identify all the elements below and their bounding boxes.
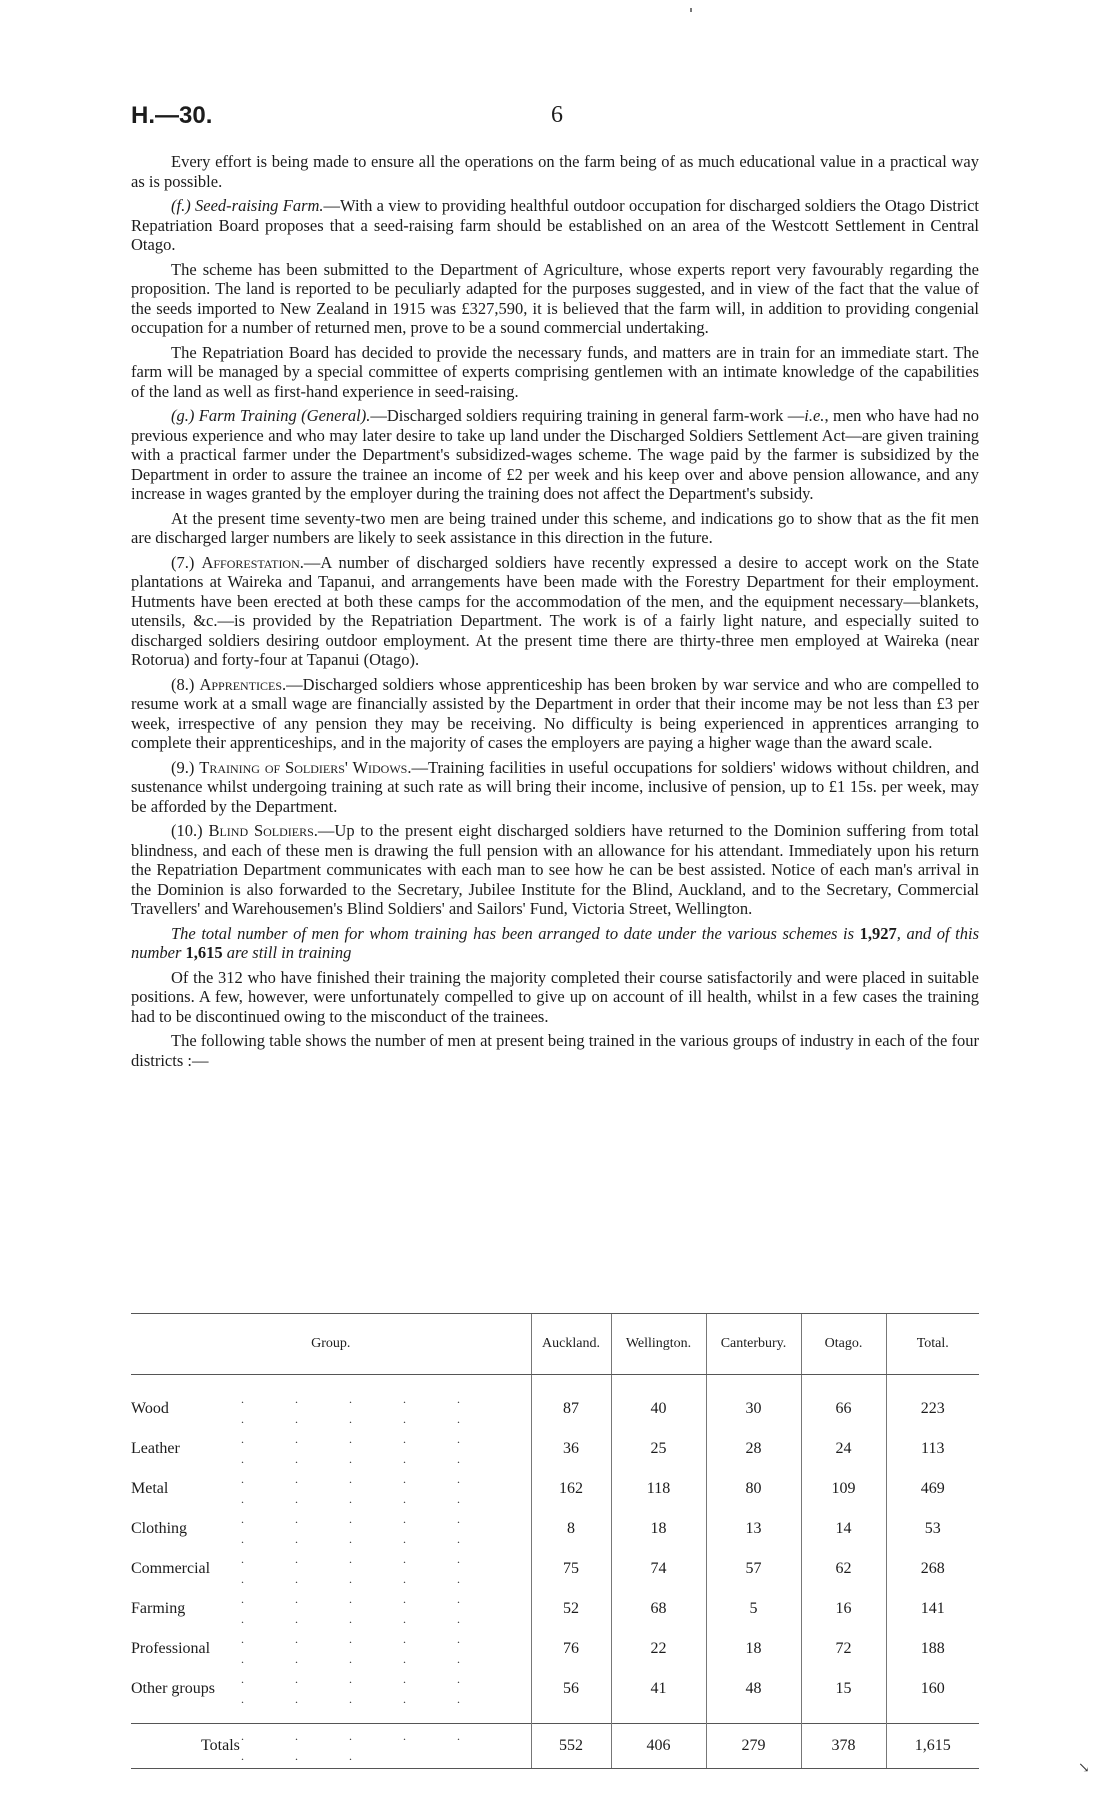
cell-auckland: 8 <box>531 1509 611 1549</box>
totals-label: Totals <box>131 1724 241 1769</box>
cell-total: 113 <box>886 1429 979 1469</box>
cell-wellington: 41 <box>611 1669 706 1709</box>
table-spacer <box>131 1709 979 1724</box>
paragraph-widows <box>131 758 979 817</box>
cell-total: 160 <box>886 1669 979 1709</box>
row-group-label: Farming <box>131 1600 186 1617</box>
cell-total: 223 <box>886 1389 979 1429</box>
paragraph-text: —A number of discharged soldiers have recently expressed a desire to accept work on the State plantations at Waireka and Tapanui, and arrangements have been made with the Forestry Department for their employment. Hutments have been erected at both these camps for the accommodation of the men, and the equipment necessary—blankets, utensils, &c.—is provided by the Repatriation Department. The work is of a fairly light nature, and especially suited to discharged soldiers desiring outdoor employment. At the present time there are thirty-three men employed at Waireka (near Rotorua) and forty-four at Tapanui (Otago). <box>131 552 980 669</box>
paragraph-text: Every effort is being made to ensure all the operations on the farm being of as much educational value in a practical way as is possible. <box>131 152 979 191</box>
cell-auckland: 52 <box>531 1589 611 1629</box>
table-spacer <box>131 1375 979 1390</box>
body-text <box>131 152 979 1075</box>
cell-otago: 15 <box>801 1669 886 1709</box>
row-group-label: Leather <box>131 1440 180 1457</box>
cell-otago: 16 <box>801 1589 886 1629</box>
cell-wellington: 18 <box>611 1509 706 1549</box>
page-header <box>131 102 981 142</box>
cell-canterbury: 18 <box>706 1629 801 1669</box>
section-heading: (g.) Farm Training (General). <box>171 406 371 425</box>
section-number: (9.) <box>171 757 200 777</box>
column-header-wellington: Wellington. <box>611 1314 706 1375</box>
table-row <box>131 1509 979 1549</box>
paragraph-text: The following table shows the number of men at present being trained in the various groups of industry in each of the four districts :— <box>131 1031 979 1070</box>
cell-wellington: 40 <box>611 1389 706 1429</box>
training-table <box>131 1313 979 1769</box>
table-row <box>131 1629 979 1669</box>
paragraph-farm-training <box>131 406 979 504</box>
cell-auckland: 76 <box>531 1629 611 1669</box>
paragraph-seed-raising <box>131 196 979 255</box>
leader-dots: . . . . . . . . . . <box>241 1672 484 1706</box>
paragraph <box>131 152 979 191</box>
cell-canterbury: 13 <box>706 1509 801 1549</box>
paragraph <box>131 968 979 1027</box>
table-totals-row <box>131 1724 979 1769</box>
cell-canterbury: 30 <box>706 1389 801 1429</box>
paragraph-text: —Discharged soldiers requiring training in general farm-work — <box>370 406 805 425</box>
totals-otago: 378 <box>801 1724 886 1769</box>
table-row <box>131 1389 979 1429</box>
training-table-container <box>131 1313 979 1769</box>
leader-dots: . . . . . . . . . . <box>241 1392 484 1426</box>
table-row <box>131 1469 979 1509</box>
row-group-label: Clothing <box>131 1520 188 1537</box>
table-body <box>131 1375 979 1724</box>
paragraph-text: Of the 312 who have finished their training the majority completed their course satisfactorily and were placed in suitable positions. A few, however, were unfortunately compelled to give up on account of ill health, whilst in a few cases the training had to be discontinued owing to the misconduct of the trainees. <box>131 967 979 1026</box>
totals-auckland: 552 <box>531 1724 611 1769</box>
cell-auckland: 87 <box>531 1389 611 1429</box>
paragraph-text: , men who have had no previous experience and who may later desire to take up land under the Discharged Soldiers Settlement Act—are given training with a practical farmer under the Department's subsidized-wages scheme. The wage paid by the farmer is subsidized by the Department in order to assure the trainee an income of £2 per week and his keep over and above pension allowance, and any increase in wages granted by the employer during the training does not affect the Department's subsidy. <box>131 406 979 503</box>
leader-dots: . . . . . . . . . . <box>241 1592 484 1626</box>
cell-auckland: 75 <box>531 1549 611 1589</box>
row-group-label: Metal <box>131 1480 169 1497</box>
cell-canterbury: 57 <box>706 1549 801 1589</box>
paragraph-total-summary <box>131 924 979 963</box>
cell-wellington: 25 <box>611 1429 706 1469</box>
column-header-group: Group. <box>131 1314 531 1375</box>
cell-total: 53 <box>886 1509 979 1549</box>
table-header-row <box>131 1314 979 1375</box>
cell-canterbury: 80 <box>706 1469 801 1509</box>
cell-total: 141 <box>886 1589 979 1629</box>
leader-dots: . . . . . . . . . . <box>241 1512 484 1546</box>
paragraph-text: , and of this number <box>131 923 979 962</box>
paragraph-afforestation <box>131 553 979 670</box>
paragraph <box>131 343 979 402</box>
table-row <box>131 1549 979 1589</box>
cell-canterbury: 28 <box>706 1429 801 1469</box>
leader-dots: . . . . . . . . . . <box>241 1472 484 1506</box>
paragraph-text: —Up to the present eight discharged soldiers have returned to the Dominion suffering from total blindness, and each of these men is drawing the full pension with an allowance for his attendant. Immediately upon his return the Repatriation Department communicates with each man to see how he can be best assisted. Notice of each man's arrival in the Dominion is also forwarded to the Secretary, Jubilee Institute for the Blind, Auckland, and to the Secretary, Commercial Travellers' and Warehousemen's Blind Soldiers' and Sailors' Fund, Victoria Street, Wellington. <box>131 821 979 918</box>
cell-otago: 24 <box>801 1429 886 1469</box>
cell-otago: 14 <box>801 1509 886 1549</box>
cell-auckland: 162 <box>531 1469 611 1509</box>
cell-otago: 72 <box>801 1629 886 1669</box>
paragraph-table-intro <box>131 1031 979 1070</box>
totals-total: 1,615 <box>886 1724 979 1769</box>
paragraph-text: —With a view to providing healthful outdoor occupation for discharged soldiers the Otago District Repatriation Board proposes that a seed-raising farm should be established on an area of the Westcott Settlement in Central Otago. <box>131 196 979 254</box>
column-header-total: Total. <box>886 1314 979 1375</box>
row-group-label: Wood <box>131 1400 169 1417</box>
cell-auckland: 56 <box>531 1669 611 1709</box>
column-header-otago: Otago. <box>801 1314 886 1375</box>
paragraph-text: The scheme has been submitted to the Department of Agriculture, whose experts report very favourably regarding the proposition. The land is reported to be peculiarly adapted for the purposes suggested, and in view of the fact that the value of the seeds imported to New Zealand in 1915 was £327,590, it is believed that the farm will, in addition to providing congenial occupation for a number of returned men, prove to be a sound commercial undertaking. <box>131 259 979 337</box>
totals-wellington: 406 <box>611 1724 706 1769</box>
table-row <box>131 1669 979 1709</box>
row-group-label: Other groups <box>131 1680 215 1697</box>
paragraph-text: The total number of men for whom training has been arranged to date under the various schemes is <box>171 923 860 943</box>
column-header-canterbury: Canterbury. <box>706 1314 801 1375</box>
section-number: (8.) <box>171 674 200 694</box>
section-number: (7.) <box>171 552 202 572</box>
cell-otago: 62 <box>801 1549 886 1589</box>
column-header-auckland: Auckland. <box>531 1314 611 1375</box>
section-heading: Training of Soldiers' Widows. <box>199 757 412 777</box>
total-in-training: 1,615 <box>185 943 223 962</box>
cell-canterbury: 48 <box>706 1669 801 1709</box>
section-heading: Blind Soldiers. <box>208 821 318 840</box>
section-heading: Apprentices. <box>199 674 287 694</box>
cell-total: 469 <box>886 1469 979 1509</box>
cell-total: 268 <box>886 1549 979 1589</box>
page-number: 6 <box>551 102 563 128</box>
section-number: (10.) <box>171 821 209 840</box>
paragraph-text: are still in training <box>222 943 352 962</box>
paragraph <box>131 260 979 338</box>
paragraph-text: —Discharged soldiers whose apprenticeship has been broken by war service and who are compelled to resume work at a small wage are financially assisted by the Department in order that their income may be not less than £3 per week, irrespective of any pension they may be receiving. No difficulty is being experienced in apprentices arranging to complete their apprenticeships, and in the majority of cases the employers are paying a higher wage than the award scale. <box>131 674 979 752</box>
total-arranged: 1,927 <box>859 923 897 943</box>
section-heading: (f.) Seed-raising Farm. <box>171 196 324 215</box>
cell-auckland: 36 <box>531 1429 611 1469</box>
paragraph-blind-soldiers <box>131 821 979 919</box>
abbreviation: i.e. <box>804 406 825 425</box>
table-row <box>131 1429 979 1469</box>
cell-otago: 66 <box>801 1389 886 1429</box>
paragraph-text: At the present time seventy-two men are being trained under this scheme, and indications go to show that as the fit men are discharged larger numbers are likely to seek assistance in this direction in the future. <box>131 508 979 547</box>
document-reference: H.—30. <box>131 102 213 129</box>
leader-dots: . . . . . . . . . . <box>241 1432 484 1466</box>
section-heading: Afforestation. <box>201 552 304 572</box>
paragraph-text: The Repatriation Board has decided to provide the necessary funds, and matters are in train for an immediate start. The farm will be managed by a special committee of experts comprising gentlemen with an intimate knowledge of the capabilities of the land as well as first-hand experience in seed-raising. <box>131 342 979 401</box>
cell-wellington: 22 <box>611 1629 706 1669</box>
totals-canterbury: 279 <box>706 1724 801 1769</box>
cell-wellington: 74 <box>611 1549 706 1589</box>
cell-otago: 109 <box>801 1469 886 1509</box>
scan-mark: ↘ <box>1078 1761 1090 1776</box>
cell-canterbury: 5 <box>706 1589 801 1629</box>
paragraph-text: —Training facilities in useful occupations for soldiers' widows without children, and sustenance whilst undergoing training at such rate as will bring their income, inclusive of pension, up to £1 15s. per week, may be afforded by the Department. <box>131 757 979 816</box>
paragraph <box>131 509 979 548</box>
row-group-label: Professional <box>131 1640 211 1657</box>
table-row <box>131 1589 979 1629</box>
row-group-label: Commercial <box>131 1560 211 1577</box>
leader-dots: . . . . . . . . . . <box>241 1632 484 1666</box>
cell-total: 188 <box>886 1629 979 1669</box>
cell-wellington: 118 <box>611 1469 706 1509</box>
leader-dots: . . . . . . . . . . <box>241 1552 484 1586</box>
cell-wellington: 68 <box>611 1589 706 1629</box>
scan-mark <box>690 8 692 12</box>
paragraph-apprentices <box>131 675 979 753</box>
leader-dots: . . . . . . . . <box>241 1724 531 1769</box>
